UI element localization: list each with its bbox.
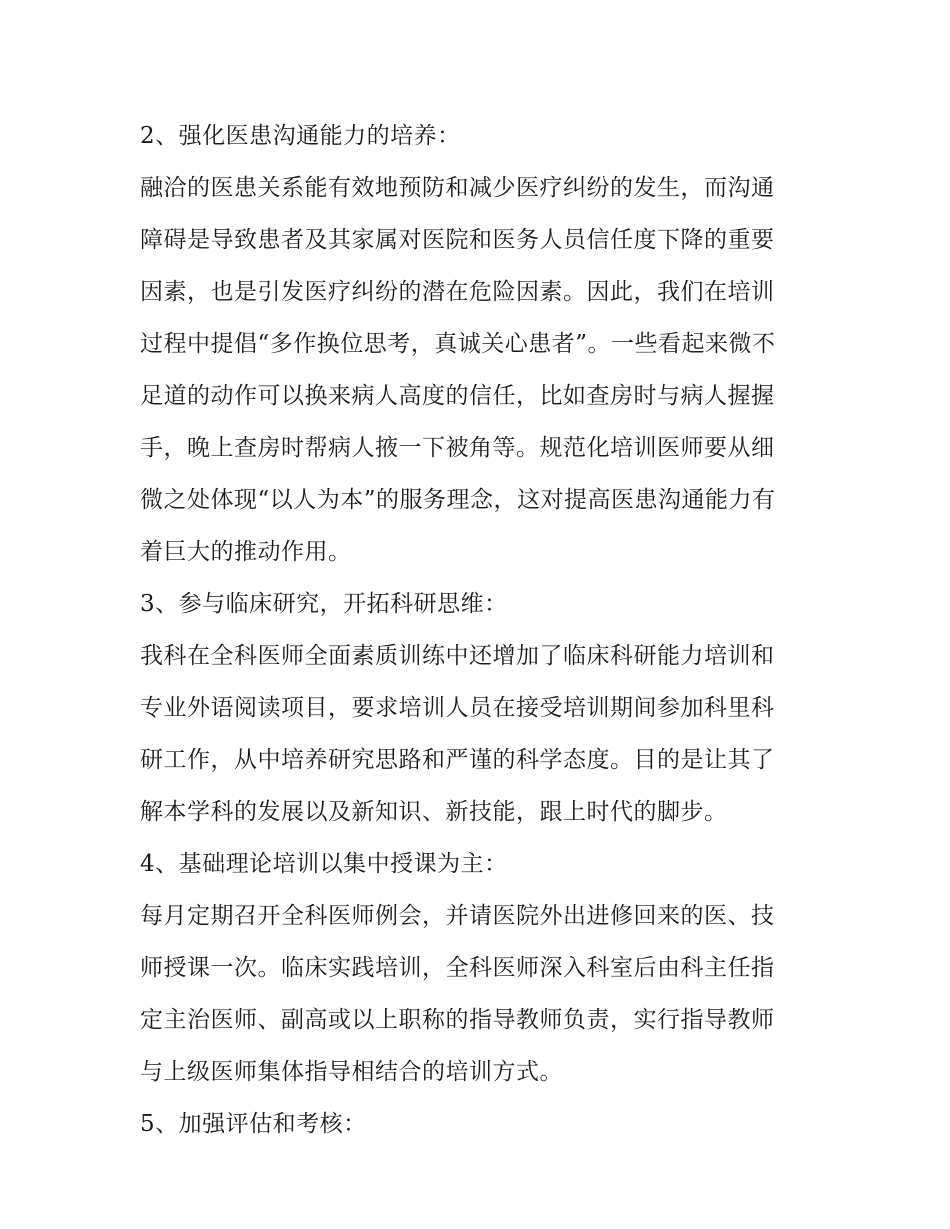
section-heading-2: 2、强化医患沟通能力的培养： bbox=[140, 123, 461, 149]
document-body bbox=[140, 110, 820, 1150]
section-heading-5: 5、加强评估和考核： bbox=[140, 1111, 367, 1137]
paragraph-line: 每月定期召开全科医师例会，并请医院外出进修回来的医、技 bbox=[140, 903, 775, 929]
section-heading-3: 3、参与临床研究，开拓科研思维： bbox=[140, 591, 508, 617]
paragraph-line: 过程中提倡“多作换位思考，真诚关心患者”。一些看起来微不 bbox=[140, 331, 776, 357]
paragraph-line: 足道的动作可以换来病人高度的信任，比如查房时与病人握握 bbox=[140, 383, 775, 409]
paragraph-line: 手，晚上查房时帮病人掖一下被角等。规范化培训医师要从细 bbox=[140, 435, 775, 461]
paragraph-line: 障碍是导致患者及其家属对医院和医务人员信任度下降的重要 bbox=[140, 227, 775, 253]
paragraph-line: 专业外语阅读项目，要求培训人员在接受培训期间参加科里科 bbox=[140, 695, 775, 721]
paragraph-line: 研工作，从中培养研究思路和严谨的科学态度。目的是让其了 bbox=[140, 747, 775, 773]
paragraph-line: 与上级医师集体指导相结合的培训方式。 bbox=[140, 1059, 563, 1085]
paragraph-line: 解本学科的发展以及新知识、新技能，跟上时代的脚步。 bbox=[140, 799, 728, 825]
paragraph-line: 融洽的医患关系能有效地预防和减少医疗纠纷的发生，而沟通 bbox=[140, 175, 775, 201]
paragraph-line: 因素，也是引发医疗纠纷的潜在危险因素。因此，我们在培训 bbox=[140, 279, 775, 305]
paragraph-line: 我科在全科医师全面素质训练中还增加了临床科研能力培训和 bbox=[140, 643, 775, 669]
section-heading-4: 4、基础理论培训以集中授课为主： bbox=[140, 851, 508, 877]
paragraph-line: 着巨大的推动作用。 bbox=[140, 539, 352, 565]
paragraph-line: 微之处体现“以人为本”的服务理念，这对提高医患沟通能力有 bbox=[140, 487, 776, 513]
paragraph-line: 师授课一次。临床实践培训，全科医师深入科室后由科主任指 bbox=[140, 955, 775, 981]
paragraph-line: 定主治医师、副高或以上职称的指导教师负责，实行指导教师 bbox=[140, 1007, 775, 1033]
